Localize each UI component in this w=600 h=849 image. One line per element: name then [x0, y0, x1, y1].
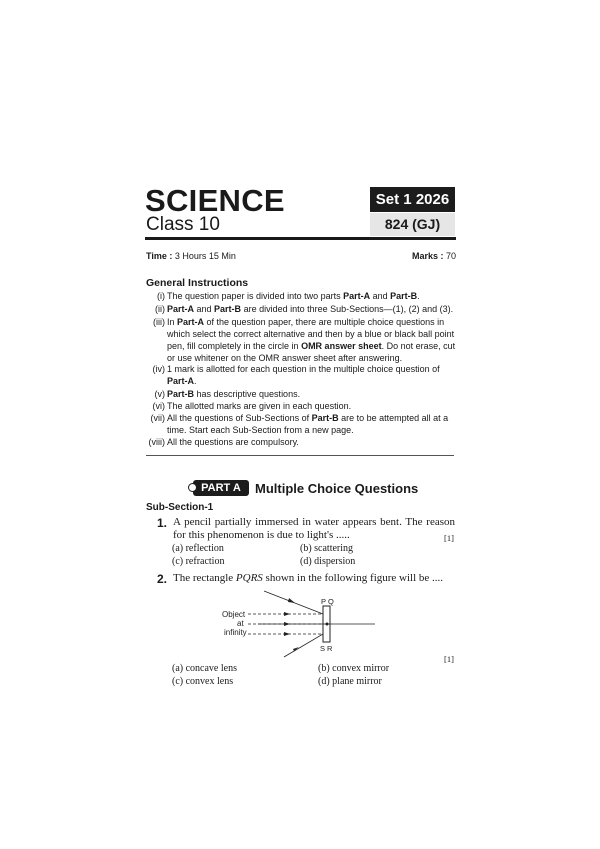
class-label: Class 10	[146, 214, 220, 235]
question-2-option-a: (a) concave lens	[172, 663, 237, 674]
instruction-text: All the questions are compulsory.	[167, 437, 299, 447]
instruction-number: (v)	[154, 389, 165, 399]
instruction-text: All the questions of Sub-Sections of Part-B are to be attempted all at a time. Start each Sub-Section from a new page.	[167, 413, 449, 435]
label-r: R	[327, 644, 333, 653]
marks-value: 70	[445, 251, 456, 261]
question-2-variable: PQRS	[235, 572, 263, 584]
question-2-text-post: shown in the following figure will be ....	[262, 572, 444, 584]
marks-label: Marks :	[411, 251, 444, 261]
instruction-number: (iv)	[152, 364, 165, 374]
question-1-marks: [1]	[444, 533, 454, 543]
paper-code-badge: 824 (GJ)	[370, 213, 455, 236]
instruction-number: (i)	[157, 291, 165, 301]
label-at: at	[237, 619, 244, 628]
question-1-option-a: (a) reflection	[172, 543, 224, 554]
set-badge: Set 1 2026	[370, 187, 455, 212]
time-label: Time :	[146, 251, 173, 261]
question-1-option-c: (c) refraction	[172, 556, 225, 567]
label-p: P	[321, 597, 327, 606]
instruction-text: 1 mark is allotted for each question in the multiple choice question of Part-A.	[167, 364, 440, 386]
question-1-option-b: (b) scattering	[300, 543, 354, 554]
arrowhead-middle	[284, 622, 290, 626]
label-q: Q	[328, 597, 334, 606]
subsection-heading: Sub-Section-1	[146, 502, 214, 513]
pole-dot	[326, 623, 329, 626]
question-1-number: 1.	[157, 516, 168, 530]
instruction-text: The allotted marks are given in each question.	[167, 401, 352, 411]
question-1-option-d: (d) dispersion	[300, 556, 356, 567]
instruction-number: (iii)	[153, 317, 165, 327]
instruction-text: Part-A and Part-B are divided into three Sub-Sections—(1), (2) and (3).	[167, 304, 454, 314]
question-2-text-pre: The rectangle	[173, 572, 236, 584]
instruction-text: In Part-A of the question paper, there are multiple choice questions in which select the correct alternative and then by a blue or black ball point pen, fill completely in the circle in OMR answer sheet. Do not erase, cut or use whitener on the OMR answer sheet after answering.	[167, 317, 456, 363]
label-object: Object	[222, 610, 246, 619]
arrowhead-bottom	[284, 632, 290, 636]
instructions-heading: General Instructions	[146, 277, 249, 289]
reflected-ray-lower	[284, 634, 326, 657]
part-a-badge: PART A	[193, 480, 249, 496]
question-2-option-d: (d) plane mirror	[318, 676, 382, 687]
label-s: S	[320, 644, 326, 653]
question-2-number: 2.	[157, 572, 168, 586]
instruction-number: (ii)	[155, 304, 165, 314]
subject-title: SCIENCE	[145, 183, 285, 218]
label-infinity: infinity	[224, 628, 247, 637]
arrowhead-top	[284, 612, 290, 616]
question-2-option-c: (c) convex lens	[172, 676, 234, 687]
reflected-arrowhead-upper	[288, 598, 295, 603]
question-2-option-b: (b) convex mirror	[318, 663, 390, 674]
question-2-marks: [1]	[444, 654, 454, 664]
instruction-text: The question paper is divided into two parts Part-A and Part-B.	[167, 291, 420, 301]
instruction-number: (vii)	[150, 413, 165, 423]
instruction-number: (viii)	[148, 437, 165, 447]
question-1-text: A pencil partially immersed in water appears bent. The reason for this phenomenon is due to light's .....	[173, 516, 455, 541]
time-value: 3 Hours 15 Min	[174, 251, 236, 261]
instruction-text: Part-B has descriptive questions.	[167, 389, 301, 399]
instruction-number: (vi)	[152, 401, 165, 411]
part-title: Multiple Choice Questions	[255, 481, 419, 496]
